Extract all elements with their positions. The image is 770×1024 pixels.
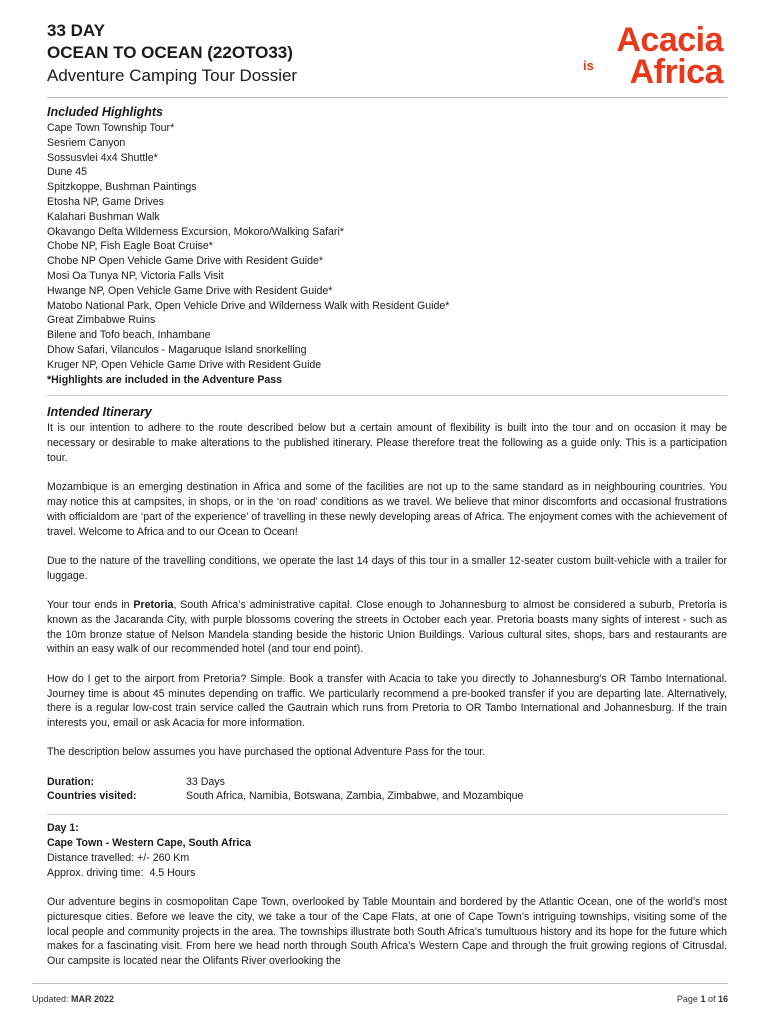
list-item: Great Zimbabwe Ruins bbox=[47, 314, 156, 327]
logo-word-is: is bbox=[583, 58, 594, 73]
pretoria-pre: Your tour ends in bbox=[47, 599, 134, 612]
list-item: Spitzkoppe, Bushman Paintings bbox=[47, 181, 197, 194]
list-item: Hwange NP, Open Vehicle Game Drive with Resident Guide* bbox=[47, 284, 333, 297]
list-item: Sesriem Canyon bbox=[47, 136, 126, 149]
page-number: Page 1 of 16 bbox=[676, 994, 728, 1004]
day1-location: Cape Town - Western Cape, South Africa bbox=[47, 837, 252, 850]
highlights-list bbox=[47, 121, 727, 387]
adventure-pass-paragraph: The description below assumes you have purchased the optional Adventure Pass for the tour. bbox=[47, 746, 486, 759]
itinerary-intro-paragraph: It is our intention to adhere to the route described below but a certain amount of flexibility is built into the tour and on occasion it may be necessary or desirable to make alterations to the published itinerary. Please therefore treat the following as a guide only. This is a participation tour. bbox=[47, 422, 727, 464]
day1-driving-time: Approx. driving time: 4.5 Hours bbox=[47, 866, 196, 879]
vehicle-paragraph: Due to the nature of the travelling conditions, we operate the last 14 days of this tour in a smaller 12-seater custom built-vehicle with a trailer for luggage. bbox=[47, 554, 727, 582]
list-item: Etosha NP, Game Drives bbox=[47, 195, 164, 208]
itinerary-heading: Intended Itinerary bbox=[47, 405, 152, 420]
acacia-africa-logo bbox=[583, 21, 723, 91]
duration-value: 33 Days bbox=[186, 775, 225, 788]
list-item: Chobe NP Open Vehicle Game Drive with Resident Guide* bbox=[47, 255, 323, 268]
header bbox=[47, 20, 727, 98]
title-tour-name: OCEAN TO OCEAN (22OTO33) bbox=[47, 43, 293, 62]
pretoria-paragraph bbox=[47, 598, 727, 657]
highlights-heading: Included Highlights bbox=[47, 105, 163, 119]
list-item: Chobe NP, Fish Eagle Boat Cruise* bbox=[47, 240, 213, 253]
duration-label: Duration: bbox=[47, 775, 95, 788]
list-item: Okavango Delta Wilderness Excursion, Mokoro/Walking Safari* bbox=[47, 225, 344, 238]
list-item: Matobo National Park, Open Vehicle Drive and Wilderness Walk with Resident Guide* bbox=[47, 299, 450, 312]
main-content bbox=[47, 103, 727, 983]
title-subtitle: Adventure Camping Tour Dossier bbox=[47, 66, 298, 85]
list-item: Kruger NP, Open Vehicle Game Drive with Resident Guide bbox=[47, 358, 322, 371]
tour-info bbox=[47, 775, 727, 805]
section-divider bbox=[47, 395, 727, 396]
day1-distance: Distance travelled: +/- 260 Km bbox=[47, 851, 190, 864]
countries-label: Countries visited: bbox=[47, 790, 137, 803]
logo-word-africa: Africa bbox=[629, 53, 723, 91]
pretoria-post: , South Africa’s administrative capital. Close enough to Johannesburg to almost be considered a suburb, Pretoria is known as the Jacaranda City, with purple blossoms covering the streets in October each year. Pretoria boasts many sights of interest - such as the 10m bronze statue of Nelson Mandela standing beside the historic Union Buildings. Various cultural sites, shops, bars and restaurants are within an easy walk of our recommended hotel (and tour end point). bbox=[47, 599, 727, 656]
updated-date: Updated: MAR 2022 bbox=[32, 994, 115, 1004]
pretoria-bold: Pretoria bbox=[133, 599, 174, 612]
list-item: Dhow Safari, Vilanculos - Magaruque Island snorkelling bbox=[47, 343, 307, 356]
day1-paragraph: Our adventure begins in cosmopolitan Cape Town, overlooked by Table Mountain and bordered by the Atlantic Ocean, one of the world’s most picturesque cities. Before we leave the city, we take a tour of the Cape Flats, at one of Cape Town’s intriguing townships, visiting some of the local people and community projects in the area. The townships illustrate both South Africa’s tumultuous history and its hope for the future which makes for a fascinating visit. From here we head north through South Africa’s Western Cape and through the fruit growing regions of Citrusdal. Our campsite is located near the Olifants River overlooking the bbox=[47, 895, 727, 968]
list-item: Bilene and Tofo beach, Inhambane bbox=[47, 329, 211, 342]
day1-title: Day 1: bbox=[47, 822, 79, 835]
highlights-footnote: *Highlights are included in the Adventure Pass bbox=[47, 373, 283, 386]
list-item: Mosi Oa Tunya NP, Victoria Falls Visit bbox=[47, 269, 224, 282]
title-days: 33 DAY bbox=[47, 21, 105, 40]
list-item: Dune 45 bbox=[47, 166, 88, 179]
logo-word-acacia: Acacia bbox=[616, 21, 723, 59]
list-item: Sossusvlei 4x4 Shuttle* bbox=[47, 151, 158, 164]
mozambique-paragraph: Mozambique is an emerging destination in Africa and some of the facilities are not up to the same standard as in neighbouring countries. You may notice this at campsites, in shops, or in the ‘on road’ conditions as we travel. We believe that minor discomforts and occasional frustrations with officialdom are ‘part of the experience’ of travelling in these newly developing areas of Africa. The enjoyment comes with the achievement of travel. Welcome to Africa and to our Ocean to Ocean! bbox=[47, 481, 727, 538]
day-divider bbox=[47, 814, 727, 815]
list-item: Kalahari Bushman Walk bbox=[47, 210, 160, 223]
countries-value: South Africa, Namibia, Botswana, Zambia, Zimbabwe, and Mozambique bbox=[186, 790, 524, 803]
list-item: Cape Town Township Tour* bbox=[47, 122, 175, 134]
airport-paragraph: How do I get to the airport from Pretoria? Simple. Book a transfer with Acacia to take you directly to Johannesburg’s OR Tambo International. Journey time is about 45 minutes depending on traffic. We particularly recommend a pre-booked transfer if you are departing late. Alternatively, there is a regular low-cost train service called the Gautrain which runs from Pretoria to OR Tambo International and Johannesburg. If the train interests you, email or ask Acacia for more information. bbox=[47, 672, 727, 730]
page-footer bbox=[32, 983, 728, 1004]
